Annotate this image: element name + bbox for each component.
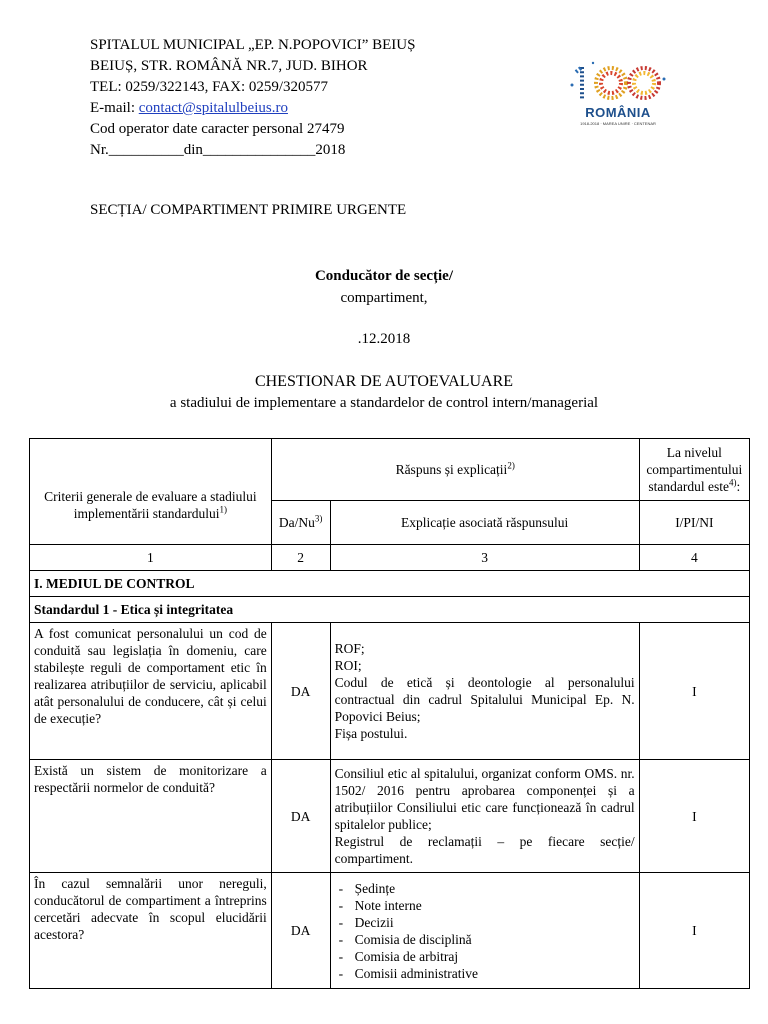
criteria-question: În cazul semnalării unor nereguli, conducătorul de compartiment a întreprins cercetări adecvate în scopul elucidării acestora? <box>30 873 272 989</box>
email-link[interactable]: contact@spitalulbeius.ro <box>138 100 288 116</box>
romania-centenary-logo <box>568 55 668 135</box>
header-da-nu: Da/Nu$^{3)}$ <box>271 501 330 545</box>
column-number: 2 <box>271 545 330 571</box>
hospital-name: SPITALUL MUNICIPAL „EP. N.POPOVICI” BEIUȘ <box>90 37 416 53</box>
operator-code: Cod operator date caracter personal 27479 <box>90 121 345 137</box>
logo-subtext: 1918-2018 · MAREA UNIRE · CENTENAR <box>580 121 656 126</box>
answer-value: DA <box>271 760 330 873</box>
answer-explanation <box>330 873 639 989</box>
list-item: - Decizii <box>335 914 635 931</box>
standard-heading: Standardul 1 - Etica și integritatea <box>30 597 750 623</box>
column-number: 4 <box>639 545 749 571</box>
evaluation-table <box>29 438 750 989</box>
hospital-phone: TEL: 0259/322143, FAX: 0259/320577 <box>90 79 329 95</box>
section-title: SECȚIA/ COMPARTIMENT PRIMIRE URGENTE <box>90 202 407 218</box>
conductor-label: Conducător de secție/ <box>314 268 454 284</box>
hospital-address: BEIUȘ, STR. ROMÂNĂ NR.7, JUD. BIHOR <box>90 58 368 74</box>
list-item: - Comisia de arbitraj <box>335 948 635 965</box>
header-ipni: I/PI/NI <box>639 501 749 545</box>
document-date: .12.2018 <box>357 331 411 347</box>
explanation-list <box>335 880 635 982</box>
list-item: - Comisia de disciplină <box>335 931 635 948</box>
table-row <box>30 760 750 873</box>
column-number: 1 <box>30 545 272 571</box>
level-value: I <box>639 873 749 989</box>
hospital-email-line <box>90 98 415 119</box>
list-item: - Comisii administrative <box>335 965 635 982</box>
registration-number: Nr.__________din_______________2018 <box>90 142 346 158</box>
header-answer: Răspuns și explicații$^{2)}$ <box>271 439 639 501</box>
table-row <box>30 623 750 760</box>
header-explanation: Explicație asociată răspunsului <box>330 501 639 545</box>
level-value: I <box>639 623 749 760</box>
criteria-question: A fost comunicat personalului un cod de conduită sau legislația în domeniu, care stabilește reguli de comportament etic în realizarea atribuțiilor de serviciu, aplicabil atât personalului de conducere, cât și celui de execuție? <box>30 623 272 760</box>
criteria-question: Există un sistem de monitorizare a respectării normelor de conduită? <box>30 760 272 873</box>
logo-romania-text: ROMÂNIA <box>585 105 651 120</box>
answer-explanation: Consiliul etic al spitalului, organizat conform OMS. nr. 1502/ 2016 pentru aprobarea componenței și a atribuțiilor Consiliului etic care funcționează în cadrul spitalelor publice; Registrul de reclamații – pe fiecare secție/ compartiment. <box>330 760 639 873</box>
list-item: - Ședințe <box>335 880 635 897</box>
column-number: 3 <box>330 545 639 571</box>
questionnaire-title: CHESTIONAR DE AUTOEVALUARE <box>254 373 514 390</box>
compartiment-label: compartiment, <box>340 290 428 306</box>
questionnaire-subtitle: a stadiului de implementare a standardelor de control intern/managerial <box>169 395 599 411</box>
answer-value: DA <box>271 623 330 760</box>
email-label: E-mail: <box>90 100 139 116</box>
header-level: La nivelul compartimentului standardul este$^{4)}$: <box>639 439 749 501</box>
header-criteria: Criterii generale de evaluare a stadiului implementării standardului$^{1)}$ <box>30 439 272 545</box>
hospital-header <box>90 35 415 161</box>
list-item: - Note interne <box>335 897 635 914</box>
answer-explanation: ROF; ROI; Codul de etică și deontologie al personalului contractual din cadrul Spitalului Municipal Ep. N. Popovici Beius; Fișa postului. <box>330 623 639 760</box>
section-heading: I. MEDIUL DE CONTROL <box>30 571 750 597</box>
level-value: I <box>639 760 749 873</box>
answer-value: DA <box>271 873 330 989</box>
table-row <box>30 873 750 989</box>
centenary-number-icon <box>568 55 668 105</box>
